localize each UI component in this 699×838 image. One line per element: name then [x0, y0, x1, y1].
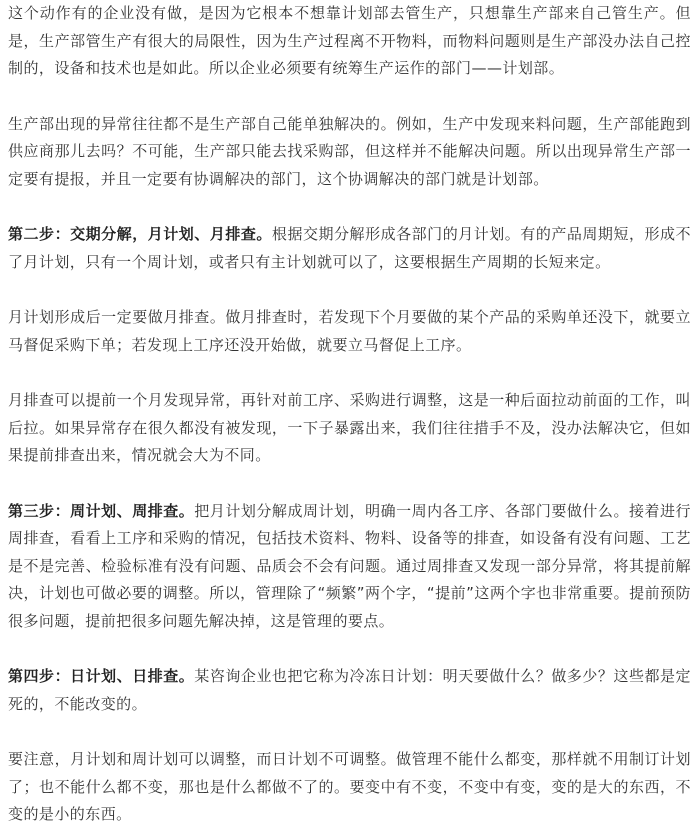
paragraph-text: 月排查可以提前一个月发现异常，再针对前工序、采购进行调整，这是一种后面拉动前面的工作，叫后拉。如果异常存在很久都没有被发现，一下子暴露出来，我们往往措手不及，没办法解决它，但如果提前排查出来，情况就会大为不同。	[8, 391, 691, 464]
paragraph-text: 生产部出现的异常往往都不是生产部自己能单独解决的。例如，生产中发现来料问题，生产部能跑到供应商那儿去吗？不可能，生产部只能去找采购部，但这样并不能解决问题。所以出现异常生产部一定要有提报，并且一定要有协调解决的部门，这个协调解决的部门就是计划部。	[8, 114, 691, 188]
paragraph-text: 某咨询企业也把它称为冷冻日计划：明天要做什么？做多少？这些都是定死的，不能改变的。	[8, 667, 691, 713]
paragraph-text: 要注意，月计划和周计划可以调整，而日计划不可调整。做管理不能什么都变，那样就不用制订计划了；也不能什么都不变，那也是什么都做不了的。要变中有不变，不变中有变，变的是大的东西，不变的是小的东西。	[8, 750, 691, 823]
paragraph-planning-department	[8, 0, 691, 83]
paragraph-text: 月计划形成后一定要做月排查。做月排查时，若发现下个月要做的某个产品的采购单还没下，就要立马督促采购下单；若发现上工序还没开始做，就要立马督促上工序。	[8, 308, 691, 354]
paragraph-step-two	[8, 221, 691, 276]
paragraph-monthly-check	[8, 304, 691, 359]
paragraph-step-three	[8, 498, 691, 636]
paragraph-text: 这个动作有的企业没有做，是因为它根本不想靠计划部去管生产，只想靠生产部来自己管生产。但是，生产部管生产有很大的局限性，因为生产过程离不开物料，而物料问题则是生产部没办法自己控制的，设备和技术也是如此。所以企业必须要有统筹生产运作的部门——计划部。	[8, 4, 691, 77]
paragraph-text: 根据交期分解形成各部门的月计划。有的产品周期短，形成不了月计划，只有一个周计划，或者只有主计划就可以了，这要根据生产周期的长短来定。	[8, 225, 692, 271]
paragraph-pull-back	[8, 387, 691, 470]
paragraph-text: 把月计划分解成周计划，明确一周内各工序、各部门要做什么。接着进行周排查，看看上工序和采购的情况，包括技术资料、物料、设备等的排查，如设备有没有问题、工艺是不是完善、检验标准有没有问题、品质会不会有问题。通过周排查又发现一部分异常，将其提前解决，计划也可做必要的调整。所以，管理除了“频繁”两个字，“提前”这两个字也非常重要。提前预防很多问题，提前把很多问题先解决掉，这是管理的要点。	[8, 501, 691, 630]
paragraph-step-four	[8, 663, 691, 718]
step-three-heading: 第三步：周计划、周排查。	[8, 501, 195, 520]
paragraph-change-rule	[8, 746, 691, 829]
paragraph-exceptions	[8, 111, 691, 194]
step-two-heading: 第二步：交期分解，月计划、月排查。	[8, 225, 272, 243]
step-four-heading: 第四步：日计划、日排查。	[8, 667, 195, 685]
